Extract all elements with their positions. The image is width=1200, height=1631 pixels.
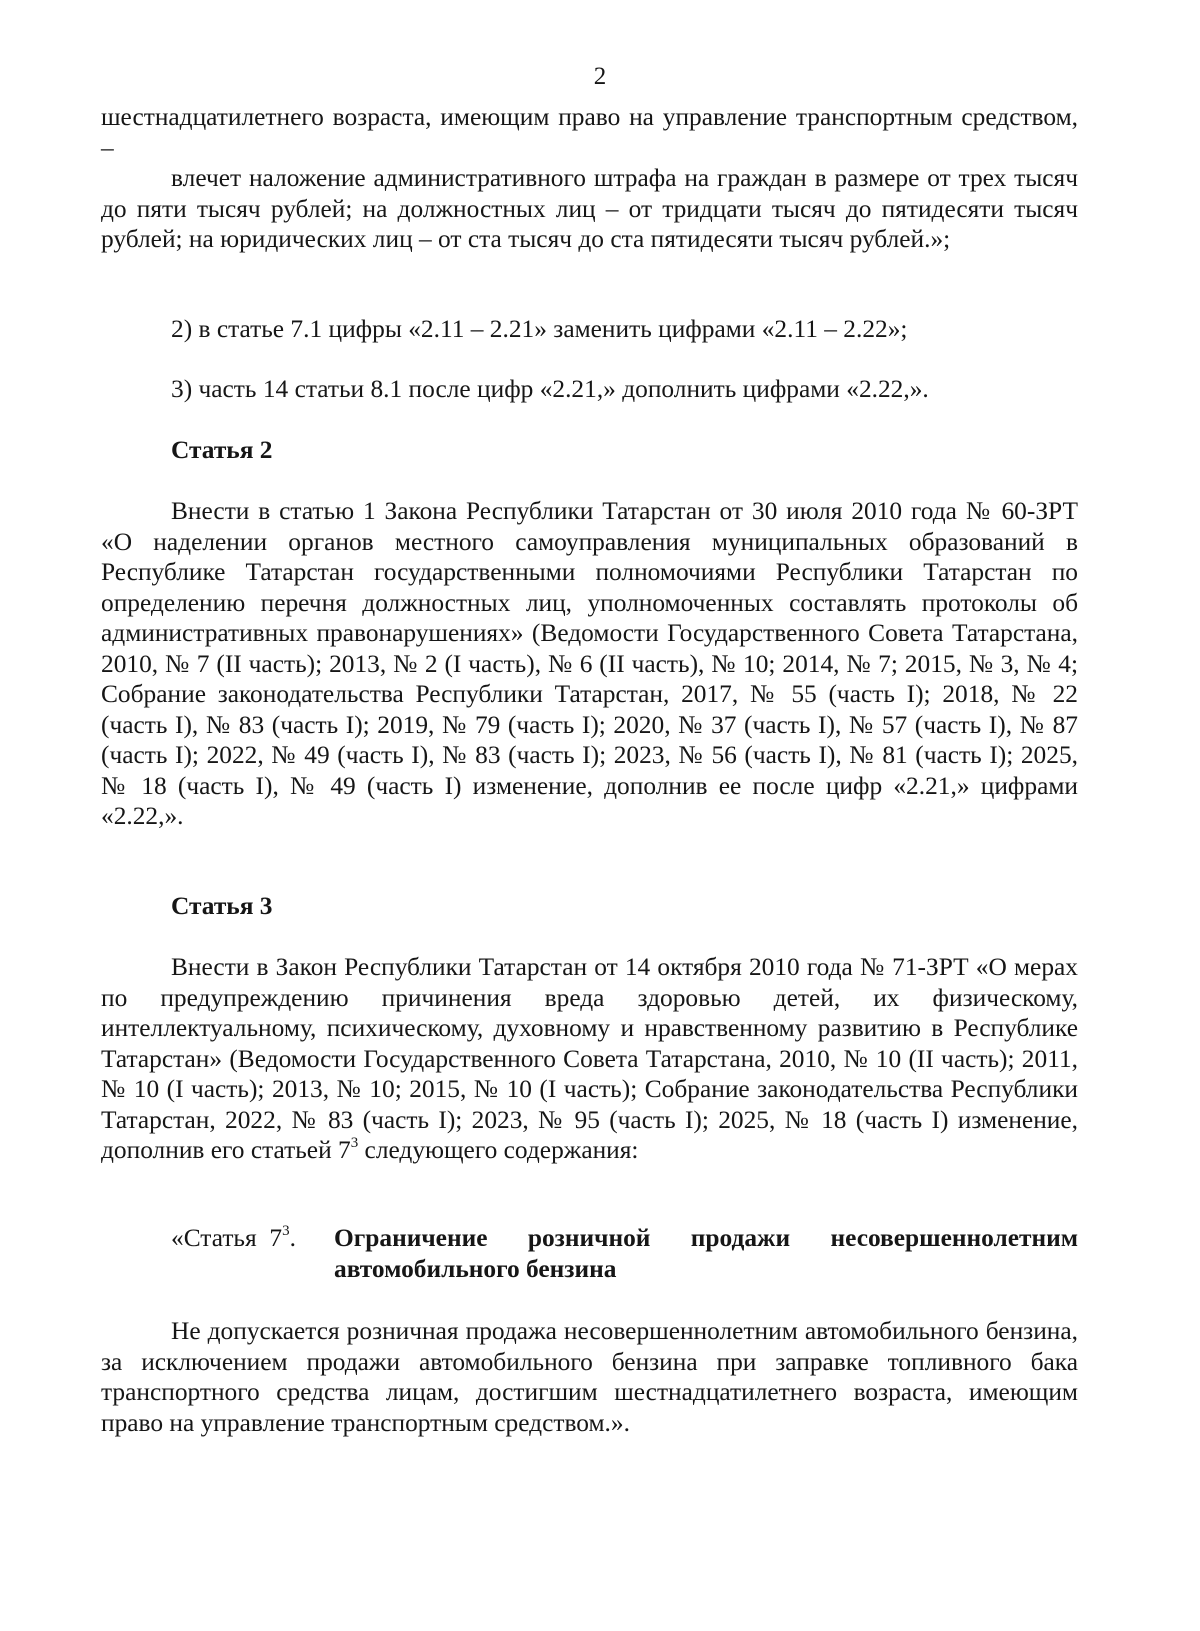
item-3-text: 3) часть 14 статьи 8.1 после цифр «2.21,» дополнить цифрами «2.22,». bbox=[171, 375, 929, 403]
article-3-superscript: 3 bbox=[350, 1135, 359, 1151]
paragraph-continuation: шестнадцатилетнего возраста, имеющим право на управление транспортным средством, – bbox=[101, 103, 1078, 162]
article-3-text: Внести в Закон Республики Татарстан от 14 октября 2010 года № 71-ЗРТ «О мерах по предупреждению причинения вреда здоровью детей, их физическому, интеллектуальному, психическому, духовному и нравственному развитию в Республике Татарстан» (Ведомости Государственного Совета Татарстана, 2010, № 10 (II часть); 2011, № 10 (I часть); 2013, № 10; 2015, № 10 (I часть); Собрание законодательства Республики Татарстан, 2022, № 83 (часть I); 2023, № 95 (часть I); 2025, № 18 (часть I) изменение, дополнив его статьей 7 bbox=[101, 953, 1078, 1164]
article-3-paragraph bbox=[101, 952, 1078, 1166]
article-3-body bbox=[101, 952, 1078, 1166]
new-article-title: Ограничение розничной продажи несовершеннолетним автомобильного бензина bbox=[334, 1224, 1078, 1283]
article-2-body bbox=[101, 496, 1078, 832]
new-article-label bbox=[171, 1223, 334, 1284]
new-article-superscript: 3 bbox=[282, 1223, 290, 1239]
article-2-paragraph: Внести в статью 1 Закона Республики Татарстан от 30 июля 2010 года № 60-ЗРТ «О наделении органов местного самоуправления муниципальных образований в Республике Татарстан государственными полномочиями Республики Татарстан по определению перечня должностных лиц, уполномоченных составлять протоколы об административных правонарушениях» (Ведомости Государственного Совета Татарстана, 2010, № 7 (II часть); 2013, № 2 (I часть), № 6 (II часть), № 10; 2014, № 7; 2015, № 3, № 4; Собрание законодательства Республики Татарстан, 2017, № 55 (часть I); 2018, № 22 (часть I), № 83 (часть I); 2019, № 79 (часть I); 2020, № 37 (часть I), № 57 (часть I), № 87 (часть I); 2022, № 49 (часть I), № 83 (часть I); 2023, № 56 (часть I), № 81 (часть I); 2025, № 18 (часть I), № 49 (часть I) изменение, дополнив ее после цифр «2.21,» цифрами «2.22,». bbox=[101, 497, 1078, 830]
paragraph-penalty: влечет наложение административного штрафа на граждан в размере от трех тысяч до пяти тысяч рублей; на должностных лиц – от тридцати тысяч до пятидесяти тысяч рублей; на юридических лиц – от ста тысяч до ста пятидесяти тысяч рублей.»; bbox=[101, 164, 1078, 253]
new-article-heading bbox=[171, 1223, 1078, 1284]
article-3-text-end: следующего содержания: bbox=[358, 1136, 639, 1164]
article-2-title: Статья 2 bbox=[171, 436, 273, 464]
new-article-suffix: . bbox=[289, 1224, 296, 1252]
list-item-2 bbox=[101, 314, 1078, 345]
list-item-3 bbox=[101, 374, 1078, 405]
continuation-block bbox=[101, 102, 1078, 255]
new-article-paragraph: Не допускается розничная продажа несовершеннолетним автомобильного бензина, за исключением продажи автомобильного бензина при заправке топливного бака транспортного средства лицам, достигшим шестнадцатилетнего возраста, имеющим право на управление транспортным средством.». bbox=[101, 1317, 1078, 1437]
new-article-prefix: «Статья 7 bbox=[171, 1224, 283, 1252]
item-2-text: 2) в статье 7.1 цифры «2.11 – 2.21» заменить цифрами «2.11 – 2.22»; bbox=[171, 315, 908, 343]
page-number: 2 bbox=[593, 63, 607, 90]
new-article-body bbox=[101, 1316, 1078, 1438]
article-3-title: Статья 3 bbox=[171, 892, 273, 920]
